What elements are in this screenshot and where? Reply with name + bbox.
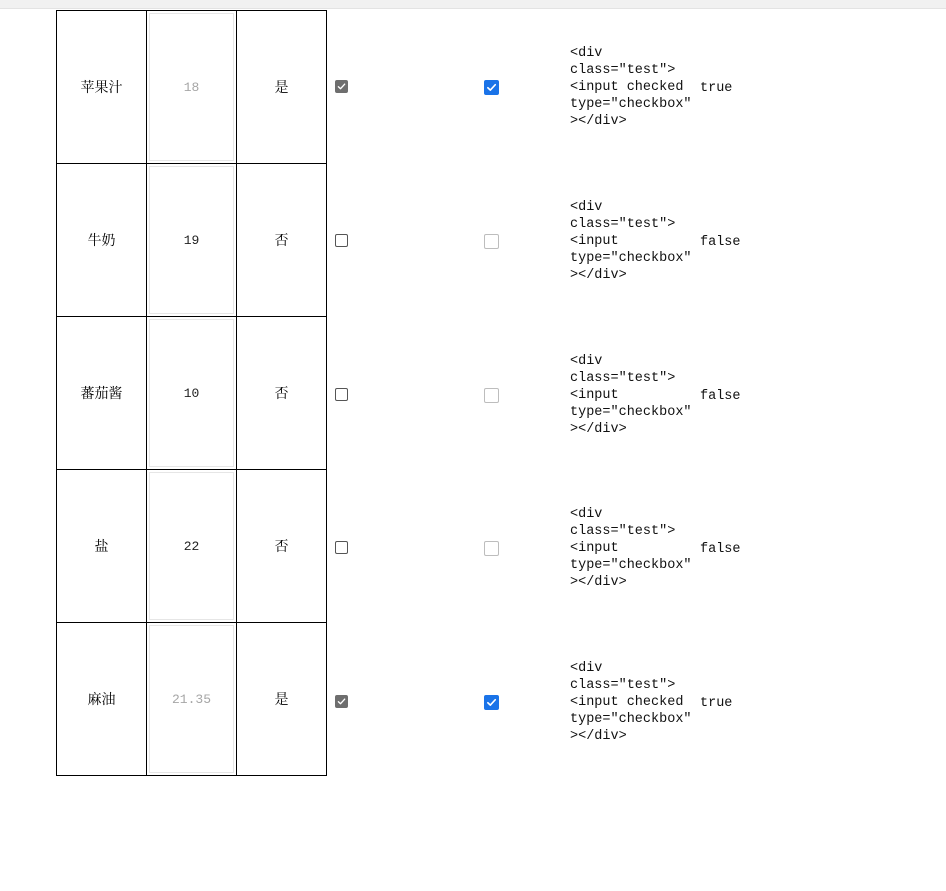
row-controls bbox=[330, 625, 930, 779]
price-input[interactable]: 10 bbox=[149, 319, 234, 467]
selected-flag-cell: 是 bbox=[237, 11, 327, 164]
styled-checkbox[interactable] bbox=[484, 388, 499, 403]
checkmark-icon bbox=[485, 696, 498, 709]
product-name-cell: 苹果汁 bbox=[57, 11, 147, 164]
browser-top-strip bbox=[0, 0, 946, 9]
product-name-cell: 牛奶 bbox=[57, 164, 147, 317]
styled-checkbox[interactable] bbox=[484, 541, 499, 556]
table-row bbox=[57, 317, 327, 470]
price-cell bbox=[147, 623, 237, 776]
native-checkbox[interactable] bbox=[335, 80, 348, 93]
table-row bbox=[57, 164, 327, 317]
price-input[interactable]: 19 bbox=[149, 166, 234, 314]
native-checkbox[interactable] bbox=[335, 234, 348, 247]
styled-checkbox[interactable] bbox=[484, 695, 499, 710]
row-controls bbox=[330, 471, 930, 625]
product-name-cell: 麻油 bbox=[57, 623, 147, 776]
row-controls bbox=[330, 10, 930, 164]
checkmark-icon bbox=[336, 81, 347, 92]
checkmark-icon bbox=[485, 81, 498, 94]
native-checkbox[interactable] bbox=[335, 695, 348, 708]
table-row bbox=[57, 11, 327, 164]
price-cell bbox=[147, 470, 237, 623]
checked-state-text: true bbox=[700, 81, 733, 96]
native-checkbox[interactable] bbox=[335, 541, 348, 554]
price-input[interactable]: 21.35 bbox=[149, 625, 234, 773]
selected-flag-cell: 是 bbox=[237, 623, 327, 776]
table-row bbox=[57, 623, 327, 776]
product-name-cell: 盐 bbox=[57, 470, 147, 623]
selected-flag-cell: 否 bbox=[237, 470, 327, 623]
price-cell bbox=[147, 317, 237, 470]
row-controls bbox=[330, 318, 930, 472]
row-html-source: <div class="test"> <input type="checkbox" ></div> bbox=[570, 507, 692, 590]
table-row bbox=[57, 470, 327, 623]
checked-state-text: false bbox=[700, 235, 741, 250]
native-checkbox[interactable] bbox=[335, 388, 348, 401]
styled-checkbox[interactable] bbox=[484, 80, 499, 95]
row-controls bbox=[330, 164, 930, 318]
styled-checkbox[interactable] bbox=[484, 234, 499, 249]
checked-state-text: false bbox=[700, 389, 741, 404]
price-cell bbox=[147, 164, 237, 317]
row-html-source: <div class="test"> <input checked type="checkbox" ></div> bbox=[570, 661, 692, 744]
row-html-source: <div class="test"> <input type="checkbox" ></div> bbox=[570, 200, 692, 283]
selected-flag-cell: 否 bbox=[237, 164, 327, 317]
row-html-source: <div class="test"> <input type="checkbox" ></div> bbox=[570, 354, 692, 437]
product-table bbox=[56, 10, 327, 776]
checked-state-text: false bbox=[700, 542, 741, 557]
checkmark-icon bbox=[336, 696, 347, 707]
selected-flag-cell: 否 bbox=[237, 317, 327, 470]
product-name-cell: 蕃茄酱 bbox=[57, 317, 147, 470]
price-cell bbox=[147, 11, 237, 164]
checked-state-text: true bbox=[700, 696, 733, 711]
row-html-source: <div class="test"> <input checked type="checkbox" ></div> bbox=[570, 46, 692, 129]
price-input[interactable]: 18 bbox=[149, 13, 234, 161]
price-input[interactable]: 22 bbox=[149, 472, 234, 620]
